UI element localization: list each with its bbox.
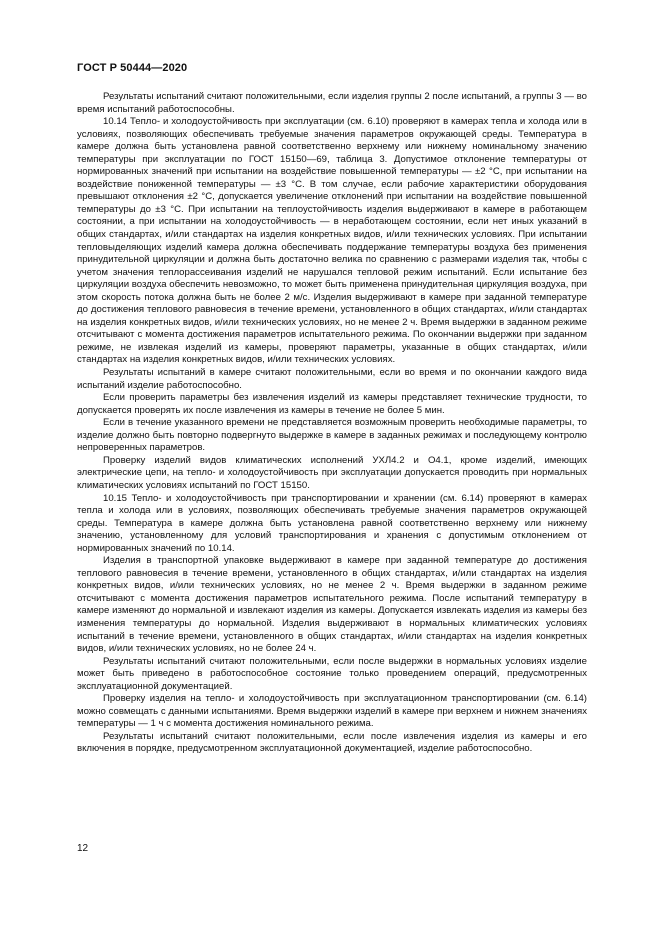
paragraph: Если проверить параметры без извлечения изделий из камеры представляет технические трудности, то допускается проверять их после извлечения из камеры в течение не более 5 мин.	[77, 392, 587, 416]
paragraph: Результаты испытаний считают положительными, если изделия группы 2 после испытаний, а группы 3 — во время испытаний работоспособны.	[77, 91, 587, 115]
paragraph: Результаты испытаний считают положительными, если после извлечения изделия из камеры и его включения в порядке, предусмотренном эксплуатационной документацией, изделие работоспособно.	[77, 730, 587, 755]
paragraph: Проверку изделий видов климатических исполнений УХЛ4.2 и О4.1, кроме изделий, имеющих электрические цепи, на тепло- и холодоустойчивость при эксплуатации допускается проводить при нормальных климатических условиях испытаний по ГОСТ 15150.	[77, 454, 587, 491]
paragraph: Проверку изделия на тепло- и холодоустойчивость при эксплуатационном транспортировании (см. 6.14) можно совмещать с данными испытаниями. Время выдержки изделий в камере при верхнем и нижнем значениях температуры — 1 ч с момента достижения номинального режима.	[77, 693, 587, 730]
paragraph: Результаты испытаний в камере считают положительными, если во время и по окончании каждого вида испытаний изделие работоспособно.	[77, 367, 587, 391]
paragraph: 10.15 Тепло- и холодоустойчивость при транспортировании и хранении (см. 6.14) проверяют в камерах тепла и холода или в условиях, позволяющих обеспечивать требуемые значения параметров окружающей среды. Температура в камере должна быть установлена равной соответственно верхнему или нижнему значению, установленному для условий транспортирования и хранения с допустимым отклонением от нормированных значений по 10.14.	[77, 492, 587, 554]
document-body	[77, 91, 587, 756]
paragraph: Изделия в транспортной упаковке выдерживают в камере при заданной температуре до достижения теплового равновесия в течение времени, установленного в общих стандартах, и/или стандартах на изделия конкретных видов, и/или технических условиях, но не менее 2 ч. Время выдержки в заданном режиме отсчитывают с момента достижения параметров испытательного режима. После испытаний температуру в камере изменяют до нормальной и извлекают изделия из камеры. Допускается извлекать изделия из камеры без изменения температуры до нормальной. Изделия выдерживают в нормальных климатических условиях испытаний в течение времени, установленного в общих стандартах, и/или стандартах на изделия конкретных видов, и/или технических условиях, но не более 24 ч.	[77, 555, 587, 655]
paragraph: Если в течение указанного времени не представляется возможным проверить необходимые параметры, то изделие должно быть повторно подвергнуто выдержке в камере в заданных режимах и последующему контролю непроверенных параметров.	[77, 417, 587, 454]
page-number: 12	[77, 843, 89, 854]
paragraph: 10.14 Тепло- и холодоустойчивость при эксплуатации (см. 6.10) проверяют в камерах тепла и холода или в условиях, позволяющих обеспечивать требуемые значения параметров окружающей среды. Температура в камере должна быть установлена равной соответственно верхнему или нижнему номинальному значению температуры при эксплуатации по ГОСТ 15150—69, таблица 3. Допустимое отклонение температуры от нормированных значений при испытании на воздействие повышенной температуры — ±2 °С, при испытании на воздействие пониженной температуры — ±3 °С. В том случае, если рабочие характеристики оборудования превышают отклонения ±2 °С, допускается увеличение отклонений при испытании на воздействие повышенной температуры до ±3 °С. При испытании на теплоустойчивость изделия выдерживают в камере в работающем состоянии, а при испытании на холодоустойчивость — в неработающем состоянии, если нет иных указаний в общих стандартах, и/или стандартах на изделия конкретных видов, и/или технических условиях. При испытании тепловыделяющих изделий камера должна обеспечивать поддержание температуры воздуха без применения принудительной циркуляции и должна быть достаточно велика по сравнению с размерами изделия так, чтобы с учетом значения теплорассеивания изделий не нарушался тепловой режим испытаний. Если испытание без циркуляции воздуха обеспечить невозможно, то может быть применена принудительная циркуляция воздуха, при этом скорость потока должна быть не более 2 м/с. Изделия выдерживают в камере при заданной температуре до достижения теплового равновесия в течение времени, установленного в общих стандартах, и/или стандартах на изделия конкретных видов, и/или технических условиях, но не менее 2 ч. Время выдержки в заданном режиме отсчитывают с момента достижения параметров испытательного режима. По окончании выдержки при заданном режиме, не извлекая изделий из камеры, проверяют параметры, указанные в общих стандартах, и/или стандартах на изделия конкретных видов, и/или технических условиях.	[77, 116, 587, 366]
document-header-title: ГОСТ Р 50444—2020	[77, 62, 188, 74]
paragraph: Результаты испытаний считают положительными, если после выдержки в нормальных условиях изделие может быть приведено в работоспособное состояние только проведением операций, предусмотренных эксплуатационной документацией.	[77, 655, 587, 692]
